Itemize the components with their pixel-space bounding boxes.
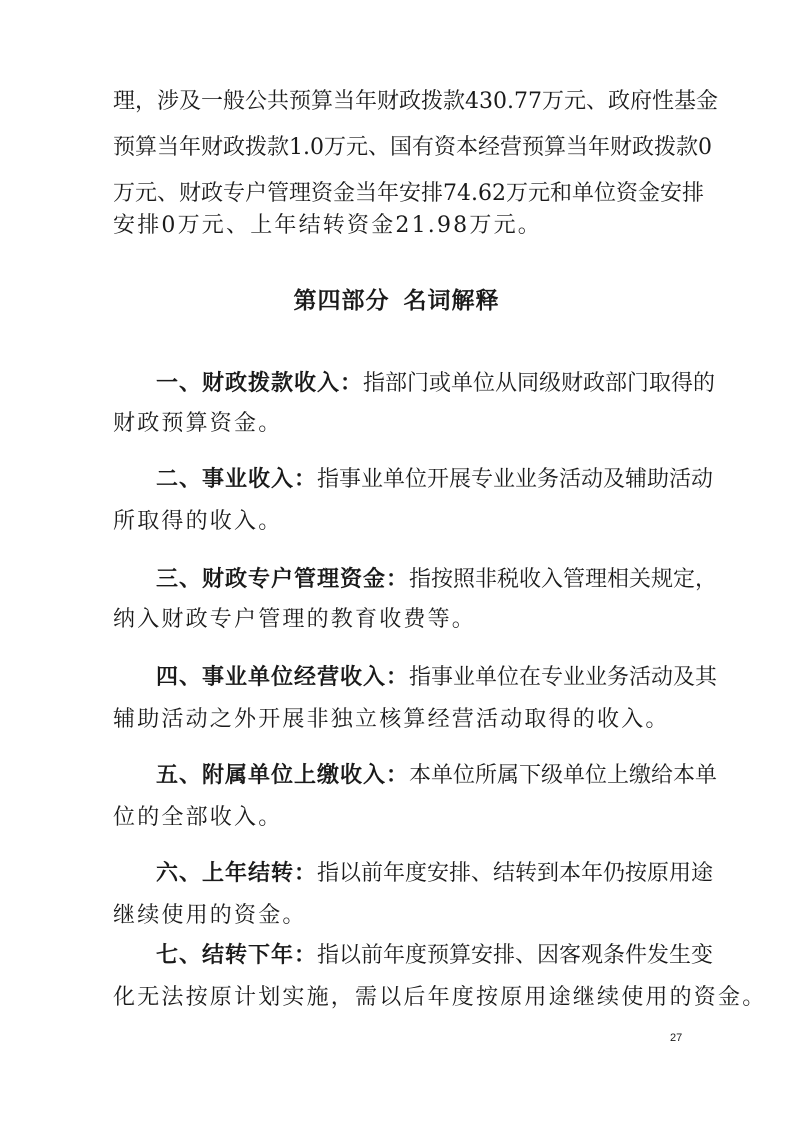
- term-7-line-2: 化无法按原计划实施，需以后年度按原用途继续使用的资金。: [113, 985, 767, 1010]
- term-4-line-1: [156, 664, 718, 692]
- term-2-label: 二、事业收入：: [156, 467, 318, 492]
- term-7-label: 七、结转下年：: [156, 943, 318, 968]
- intro-line-4: 安排0万元、上年结转资金21.98万元。: [113, 213, 542, 238]
- term-3-definition: 指按照非税收入管理相关规定，: [409, 567, 718, 592]
- term-4-line-2: 辅助活动之外开展非独立核算经营活动取得的收入。: [113, 707, 670, 732]
- term-3-label: 三、财政专户管理资金：: [156, 567, 410, 592]
- intro-line-3: 万元、财政专户管理资金当年安排74.62万元和单位资金安排: [113, 181, 704, 206]
- term-5-label: 五、附属单位上缴收入：: [156, 763, 410, 788]
- term-2-line-2: 所取得的收入。: [113, 509, 283, 534]
- term-4-definition: 指事业单位在专业业务活动及其: [409, 665, 718, 690]
- term-6-line-2: 继续使用的资金。: [113, 903, 307, 928]
- term-4-label: 四、事业单位经营收入：: [156, 665, 410, 690]
- term-1-line-1: [156, 370, 716, 398]
- intro-line-2: 预算当年财政拨款1.0万元、国有资本经营预算当年财政拨款0: [113, 135, 712, 160]
- term-5-definition: 本单位所属下级单位上缴给本单: [409, 763, 718, 788]
- term-1-label: 一、财政拨款收入：: [156, 371, 364, 396]
- term-6-definition: 指以前年度安排、结转到本年仍按原用途: [317, 861, 714, 886]
- term-3-line-2: 纳入财政专户管理的教育收费等。: [113, 607, 477, 632]
- term-7-line-1: [156, 942, 714, 970]
- term-6-line-1: [156, 860, 714, 888]
- term-1-line-2: 财政预算资金。: [113, 411, 283, 436]
- term-3-line-1: [156, 566, 718, 594]
- term-2-line-1: [156, 466, 714, 494]
- intro-line-1: 理，涉及一般公共预算当年财政拨款430.77万元、政府性基金: [113, 89, 718, 114]
- term-1-definition: 指部门或单位从同级财政部门取得的: [363, 371, 716, 396]
- section-part: 第四部分: [293, 288, 390, 314]
- term-6-label: 六、上年结转：: [156, 861, 318, 886]
- term-5-line-2: 位的全部收入。: [113, 805, 283, 830]
- section-heading: [0, 286, 793, 316]
- term-2-definition: 指事业单位开展专业业务活动及辅助活动: [317, 467, 714, 492]
- term-5-line-1: [156, 762, 718, 790]
- page-number: 27: [670, 1032, 683, 1044]
- term-7-definition: 指以前年度预算安排、因客观条件发生变: [317, 943, 714, 968]
- section-title: 名词解释: [403, 288, 500, 314]
